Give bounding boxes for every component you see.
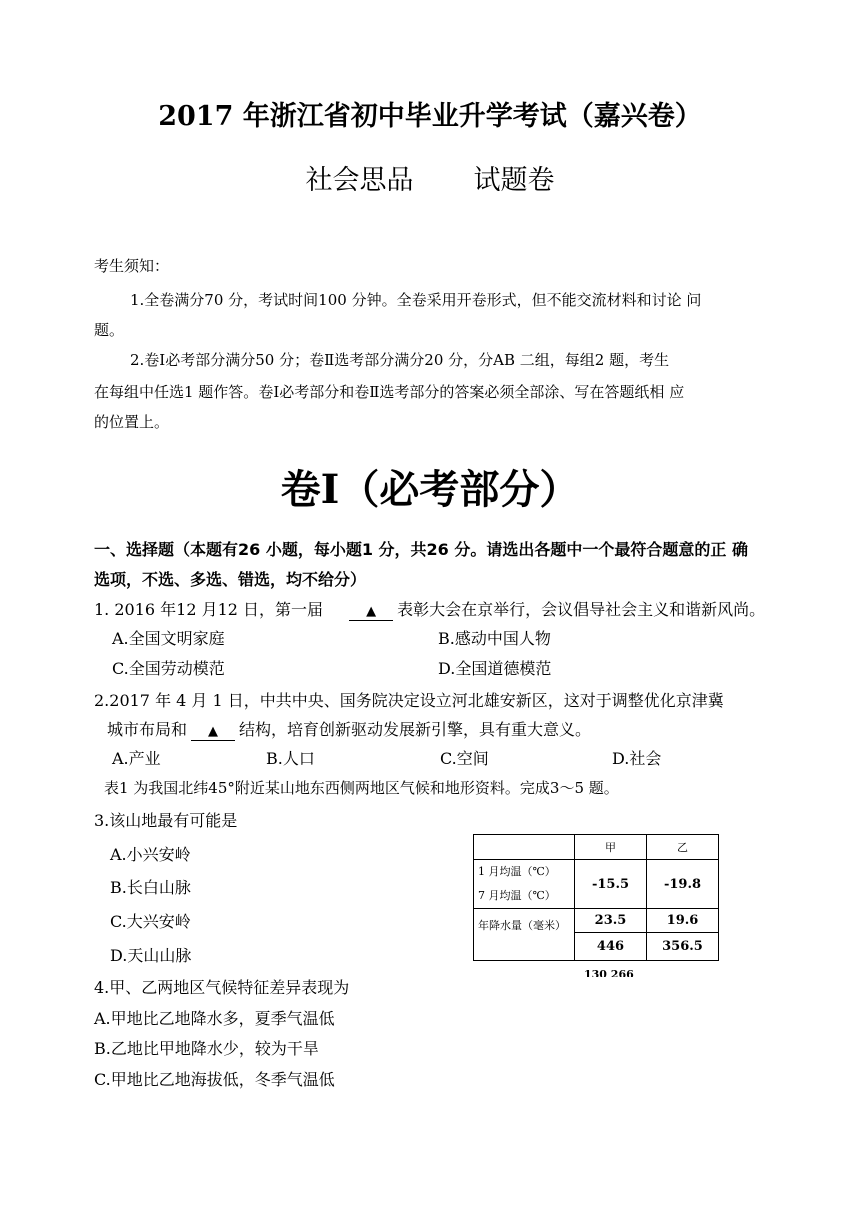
section-title: 卷Ⅰ（必考部分） xyxy=(280,466,580,513)
question-2-option-c: C.空间 xyxy=(440,749,489,768)
table-cell: -15.5 xyxy=(575,860,647,909)
question-2-option-b: B.人口 xyxy=(266,749,315,768)
table-row-label: 年降水量（毫米） xyxy=(474,909,575,961)
notice-item2-line2: 在每组中任选1 题作答。卷Ⅰ必考部分和卷Ⅱ选考部分的答案必须全部涂、写在答题纸相 应 xyxy=(94,383,685,401)
part1-instruction-line1: 一、选择题（本题有26 小题，每小题1 分，共26 分。请选出各题中一个最符合题意的正 确 xyxy=(94,540,748,559)
question-4-option-a: A.甲地比乙地降水多，夏季气温低 xyxy=(94,1009,335,1028)
climate-table xyxy=(473,834,719,961)
question-2-option-d: D.社会 xyxy=(612,749,662,768)
paper-label: 试题卷 xyxy=(473,165,555,196)
question-1-option-a: A.全国文明家庭 xyxy=(112,629,225,648)
notice-item1-line1: 1.全卷满分70 分，考试时间100 分钟。全卷采用开卷形式，但不能交流材料和讨论 问 xyxy=(130,291,702,309)
question-3-option-c: C.大兴安岭 xyxy=(110,912,191,931)
question-3-stem: 3.该山地最有可能是 xyxy=(94,811,238,830)
table-row-label: 1 月均温（℃） 7 月均温（℃） xyxy=(474,860,575,909)
question-4-option-c: C.甲地比乙地海拔低，冬季气温低 xyxy=(94,1070,335,1089)
question-4-option-b: B.乙地比甲地降水少，较为干旱 xyxy=(94,1039,319,1058)
answer-blank: ▲ xyxy=(349,604,393,621)
subject-label: 社会思品 xyxy=(305,165,414,196)
table-row xyxy=(474,860,719,909)
table-cell: 356.5 xyxy=(647,933,719,961)
exam-title: 2017 年浙江省初中毕业升学考试（嘉兴卷） xyxy=(158,101,702,132)
table-cell: -19.8 xyxy=(647,860,719,909)
notice-heading: 考生须知： xyxy=(94,257,170,275)
notice-item2-line1: 2.卷Ⅰ必考部分满分50 分；卷Ⅱ选考部分满分20 分，分AB 二组，每组2 题，考生 xyxy=(130,351,670,369)
table-corner-cell xyxy=(474,835,575,860)
exam-subtitle xyxy=(0,158,860,197)
question-2-option-a: A.产业 xyxy=(112,749,161,768)
table-cell: 19.6 xyxy=(647,909,719,933)
notice-item1-line2: 题。 xyxy=(94,321,125,339)
question-1-option-b: B.感动中国人物 xyxy=(438,629,551,648)
notice-item2-line3: 的位置上。 xyxy=(94,413,170,431)
question-1-stem: 1. 2016 年12 月12 日，第一届 ▲ 表彰大会在京举行，会议倡导社会主义和谐新风尚。 xyxy=(94,600,766,619)
table-row xyxy=(474,909,719,933)
question-3-option-d: D.天山山脉 xyxy=(110,946,192,965)
table-header-row xyxy=(474,835,719,860)
question-2-stem-line2: 城市布局和 ▲ 结构，培育创新驱动发展新引擎，具有重大意义。 xyxy=(107,720,592,739)
table-header-yi: 乙 xyxy=(647,835,719,860)
answer-blank: ▲ xyxy=(191,724,235,741)
question-1-option-d: D.全国道德模范 xyxy=(438,659,552,678)
part1-instruction-line2: 选项，不选、多选、错选，均不给分） xyxy=(94,570,367,589)
question-3-option-b: B.长白山脉 xyxy=(110,878,191,897)
question-1-option-c: C.全国劳动模范 xyxy=(112,659,225,678)
table-footnote: 130 266 xyxy=(584,968,634,977)
table-cell: 23.5 xyxy=(575,909,647,933)
table-header-jia: 甲 xyxy=(575,835,647,860)
table-cell: 446 xyxy=(575,933,647,961)
question-3-option-a: A.小兴安岭 xyxy=(110,845,191,864)
table-intro: 表1 为我国北纬45°附近某山地东西侧两地区气候和地形资料。完成3～5 题。 xyxy=(104,779,619,797)
question-2-stem-line1: 2.2017 年 4 月 1 日，中共中央、国务院决定设立河北雄安新区，这对于调整优化京津冀 xyxy=(94,691,724,710)
question-4-stem: 4.甲、乙两地区气候特征差异表现为 xyxy=(94,978,350,997)
